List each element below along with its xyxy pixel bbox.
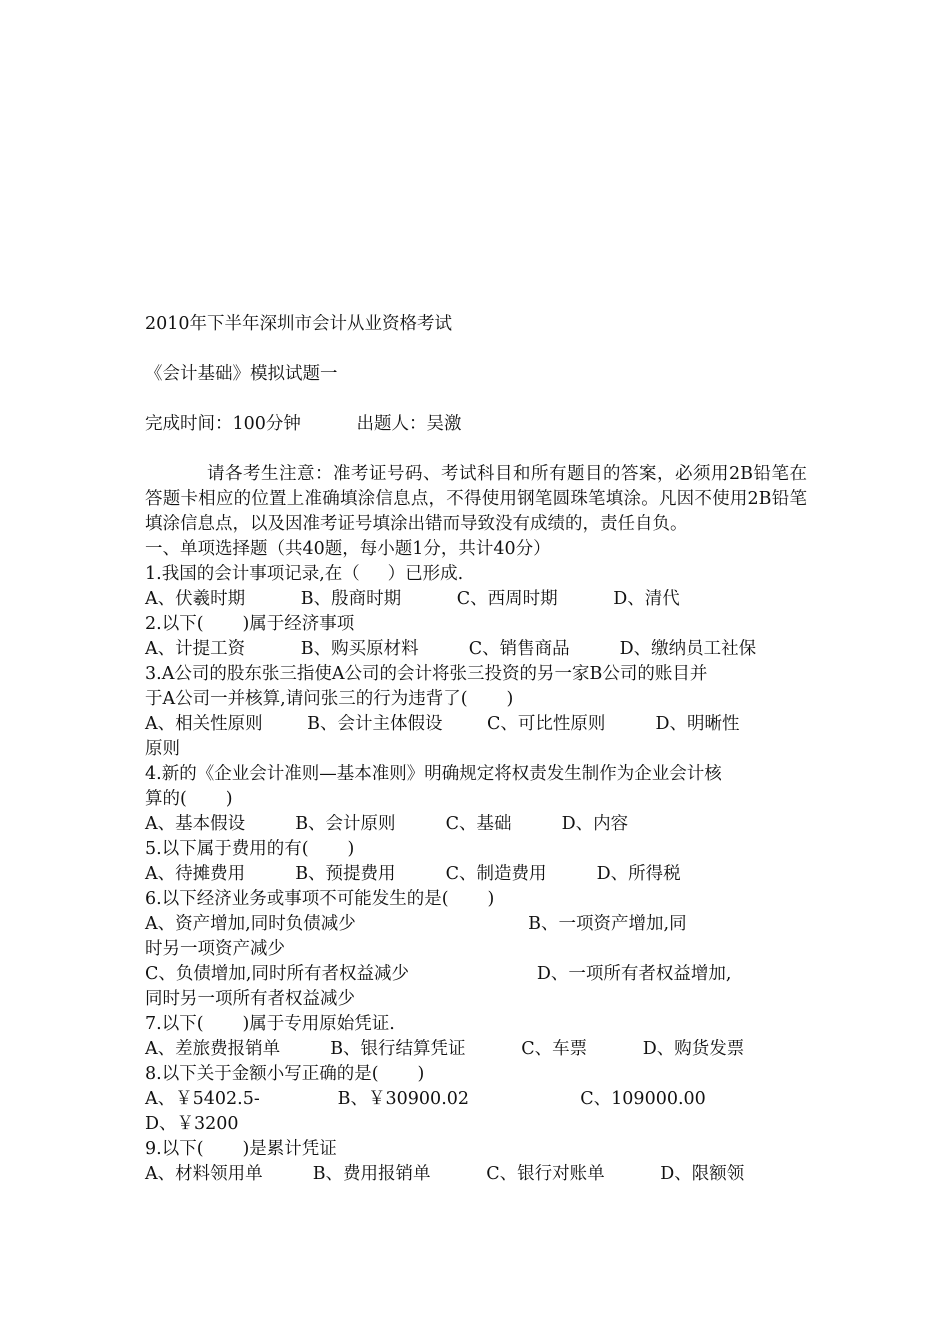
question-6-options-c-cont: 同时另一项所有者权益减少 [145,989,355,1009]
question-3-options: A、相关性原则 B、会计主体假设 C、可比性原则 D、明晰性 [145,714,740,734]
question-3-cont: 于A公司一并核算,请问张三的行为违背了( ) [145,689,514,709]
question-2: 2.以下( )属于经济事项 [145,614,355,634]
exam-title: 2010年下半年深圳市会计从业资格考试 [145,314,453,334]
question-4-cont: 算的( ) [145,789,233,809]
question-8-options: A、￥5402.5- B、￥30900.02 C、109000.00 [145,1089,706,1109]
exam-notice: 请各考生注意：准考证号码、考试科目和所有题目的答案，必须用2B铅笔在答题卡相应的位置上准确填涂信息点，不得使用钢笔圆珠笔填涂。凡因不使用2B铅笔填涂信息点，以及因准考证号填涂出错而导致没有成绩的，责任自负。 [145,464,807,534]
document-page [145,312,815,1187]
question-6-options-a: A、资产增加,同时负债减少 B、一项资产增加,同 [145,914,687,934]
section-heading: 一、单项选择题（共40题，每小题1分，共计40分） [145,539,551,559]
question-7-options: A、差旅费报销单 B、银行结算凭证 C、车票 D、购货发票 [145,1039,745,1059]
question-4: 4.新的《企业会计准则—基本准则》明确规定将权责发生制作为企业会计核 [145,764,722,784]
question-5: 5.以下属于费用的有( ) [145,839,355,859]
question-7: 7.以下( )属于专用原始凭证. [145,1014,395,1034]
question-8: 8.以下关于金额小写正确的是( ) [145,1064,425,1084]
question-9-options: A、材料领用单 B、费用报销单 C、银行对账单 D、限额领 [145,1164,745,1184]
question-6-options-a-cont: 时另一项资产减少 [145,939,285,959]
question-6: 6.以下经济业务或事项不可能发生的是( ) [145,889,495,909]
question-3: 3.A公司的股东张三指使A公司的会计将张三投资的另一家B公司的账目并 [145,664,708,684]
question-2-options: A、计提工资 B、购买原材料 C、销售商品 D、缴纳员工社保 [145,639,757,659]
question-5-options: A、待摊费用 B、预提费用 C、制造费用 D、所得税 [145,864,681,884]
question-1: 1.我国的会计事项记录,在（ ）已形成. [145,564,464,584]
question-1-options: A、伏羲时期 B、殷商时期 C、西周时期 D、清代 [145,589,680,609]
question-8-options-cont: D、￥3200 [145,1114,239,1134]
exam-subtitle: 《会计基础》模拟试题一 [145,364,338,384]
question-6-options-c: C、负债增加,同时所有者权益减少 D、一项所有者权益增加, [145,964,732,984]
question-9: 9.以下( )是累计凭证 [145,1139,337,1159]
question-4-options: A、基本假设 B、会计原则 C、基础 D、内容 [145,814,629,834]
exam-meta: 完成时间：100分钟 出题人：吴激 [145,414,462,434]
question-3-options-cont: 原则 [145,739,180,759]
